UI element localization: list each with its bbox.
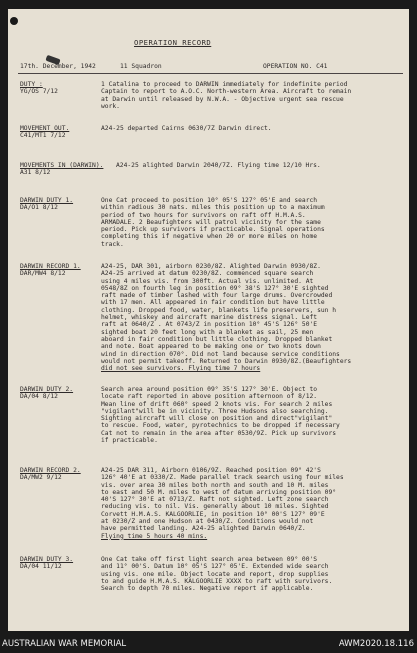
entry-code (20, 162, 104, 177)
entry-line: Search area around position 09° 35'S 127° 30'E. Object to (101, 386, 318, 393)
entry-line: period of two hours for survivors on raft off H.M.A.S. (101, 211, 306, 219)
entry-line: to east and 50 M. miles to west of datum arriving position 09° (101, 488, 337, 496)
entry-line: 1 Catalina to proceed to DARWIN immediately for indefinite period (101, 81, 348, 88)
entry-body (101, 386, 403, 444)
entry-line: 40'S 127° 30'E at 0713/Z. Raft not sighted. Left zone search (101, 496, 329, 504)
entry-body (116, 162, 409, 169)
entry-line: at 0230/Z and one Hudson at 0430/Z. Conditions would not (101, 518, 314, 526)
header-rule (18, 73, 403, 74)
entry-label: DARWIN DUTY 3. (20, 556, 74, 563)
entry-line: A24-25 DAR 311, Airborn 0106/9Z. Reached position 09° 42'S (101, 467, 321, 474)
operation-number: OPERATION NO. C41 (263, 63, 328, 70)
entry-line: would not permit takeoff. Returned to Darwin 0930/8Z.(Beaufighters (101, 357, 352, 365)
entry-line: and note. Boat appeared to be making one or two knots down (101, 343, 321, 351)
footer-accession: AWM2020.18.116 (338, 639, 414, 649)
entry-line: A24-25 arrived at datum 0230/8Z. commenced square search (101, 270, 314, 278)
footer-credit: AUSTRALIAN WAR MEMORIAL (2, 639, 127, 649)
entry-body (101, 197, 403, 248)
entry-body (101, 263, 403, 372)
entry-body (101, 467, 403, 540)
entry-ref: C41/MT1 7/12 (20, 132, 66, 140)
entry-label: DARWIN RECORD 2. (20, 467, 81, 474)
entry-line: A24-25 alighted Darwin 2040/7Z. Flying time 12/10 Hrs. (116, 162, 321, 169)
entry-line: Captain to report to A.O.C. North-western Area. Aircraft to remain (101, 88, 352, 96)
document-page (8, 9, 409, 631)
entry-line: track. (101, 240, 124, 248)
entry-line: completing this if negative when 20 or more miles on home (101, 233, 318, 241)
entry-line: raft made of timber lashed with four large drums. Overcrowded (101, 292, 333, 300)
entry-ref: A31 8/12 (20, 169, 51, 177)
entry-body (101, 556, 403, 592)
entry-line: at Darwin until released by N.W.A. - Objective urgent sea rescue (101, 95, 344, 103)
entry-label: DARWIN DUTY 1. (20, 197, 74, 204)
entry-line: reducing vis. to nil. Vis. generally about 10 miles. Sighted (101, 503, 329, 511)
entry-line: if practicable. (101, 437, 158, 445)
entry-body (101, 81, 403, 110)
entry-line: work. (101, 102, 120, 110)
entry-line: Cat not to remain in the area after 0530/9Z. Pick up survivors (101, 429, 337, 437)
entry-line: A24-25 departed Cairns 0630/7Z Darwin direct. (101, 125, 272, 132)
entry-code (20, 263, 96, 278)
entry-code (20, 197, 96, 212)
entry-ref: YG/OS 7/12 (20, 88, 58, 96)
entry-line: Mean line of drift 060° speed 2 knots vis. For search 2 miles (101, 400, 333, 408)
entry-ref: DA/MW2 9/12 (20, 474, 62, 482)
entry-label: DARWIN RECORD 1. (20, 263, 81, 270)
entry-line: Sighting aircraft will close on position and direct"vigilant" (101, 415, 333, 423)
entry-line: 126° 40'E at 0330/Z. Made parallel track search using four miles (101, 474, 344, 482)
entry-line: using vis. one mile. Object locate and report, drop supplies (101, 570, 329, 578)
entry-label: DARWIN DUTY 2. (20, 386, 74, 393)
entry-line: ARMADALE. 2 Beaufighters will patrol vicinity for the same (101, 218, 321, 226)
entry-line: clothing. Dropped food, water, blankets life preservers, sun h (101, 306, 337, 314)
entry-label: DUTY : (20, 81, 43, 88)
entry-line: with 17 men. All appeared in fair condition but have little (101, 299, 325, 307)
entry-line: aboard in fair condition but little clothing. Dropped blanket (101, 335, 333, 343)
entry-line: to rescue. Food, water, pyrotechnics to be dropped if necessary (101, 422, 340, 430)
entry-line: vis. over area 30 miles both north and south and 10 M. miles (101, 481, 329, 489)
entry-line: did not see survivors. Flying time 7 hours (101, 365, 261, 373)
entry-line: locate raft reported in above position afternoon of 8/12. (101, 393, 318, 401)
entry-label: MOVEMENT OUT. (20, 125, 70, 132)
entry-line: 0548/8Z on fourth leg in position 09° 38'S 127° 30'E sighted (101, 284, 329, 292)
entry-line: and 11° 00'S. Datum 10° 05'S 127° 05'E. Extended wide search (101, 563, 329, 571)
entry-label: MOVEMENTS IN (DARWIN). (20, 162, 104, 169)
entry-line: raft at 0640/Z . At 0743/Z in position 10° 45'S 126° 50'E (101, 321, 318, 329)
entry-line: have permitted landing. A24-25 alighted Darwin 0640/Z. (101, 525, 306, 533)
entry-line: Search to depth 70 miles. Negative report if applicable. (101, 585, 314, 593)
entry-line: A24-25, DAR 301, airborn 0230/8Z. Alighted Darwin 0930/8Z. (101, 263, 321, 270)
entry-line: "vigilant"will be in vicinity. Three Hudsons also searching. (101, 407, 329, 415)
punch-hole (10, 17, 18, 25)
entry-code (20, 81, 96, 96)
entry-line: One Cat take off first light search area between 09° 00'S (101, 556, 318, 563)
entry-body (101, 125, 403, 132)
squadron-name: 11 Squadron (120, 63, 162, 70)
entry-ref: DAR/MW4 8/12 (20, 270, 66, 278)
entry-ref: DA/O1 8/12 (20, 204, 58, 212)
entry-code (20, 556, 96, 571)
entry-line: One Cat proceed to position 10° 05'S 127° 05'E and search (101, 197, 318, 204)
entry-line: to and guide H.M.A.S. KALGOORLIE XXXX to raft with survivors. (101, 577, 333, 585)
entry-code (20, 125, 96, 140)
entry-line: wind in direction 070°. Did not land because service conditions (101, 350, 340, 358)
entry-line: within radious 30 nats. miles this position up to a maximum (101, 204, 325, 212)
entry-ref: DA/04 8/12 (20, 393, 58, 401)
entry-code (20, 386, 96, 401)
entry-line: Flying time 5 hours 40 mins. (101, 532, 208, 540)
entry-line: period. Pick up survivors if practicable. Signal operations (101, 226, 325, 234)
entry-ref: DA/04 11/12 (20, 563, 62, 571)
entry-line: helmet, whiskey and aircraft marine distress signal. Left (101, 314, 318, 322)
document-title: OPERATION RECORD (134, 38, 212, 47)
record-date: 17th. December, 1942 (20, 63, 96, 70)
entry-line: Corvett H.M.A.S. KALGOORLIE, in position 10° 00'S 127° 09'E (101, 510, 325, 518)
entry-code (20, 467, 96, 482)
entry-line: using 4 miles vis. from 300ft. Actual vis. unlimited. At (101, 277, 314, 285)
entry-line: sighted boat 20 feet long with a blanket as sail, 25 men (101, 328, 314, 336)
footer-bar (0, 638, 417, 653)
